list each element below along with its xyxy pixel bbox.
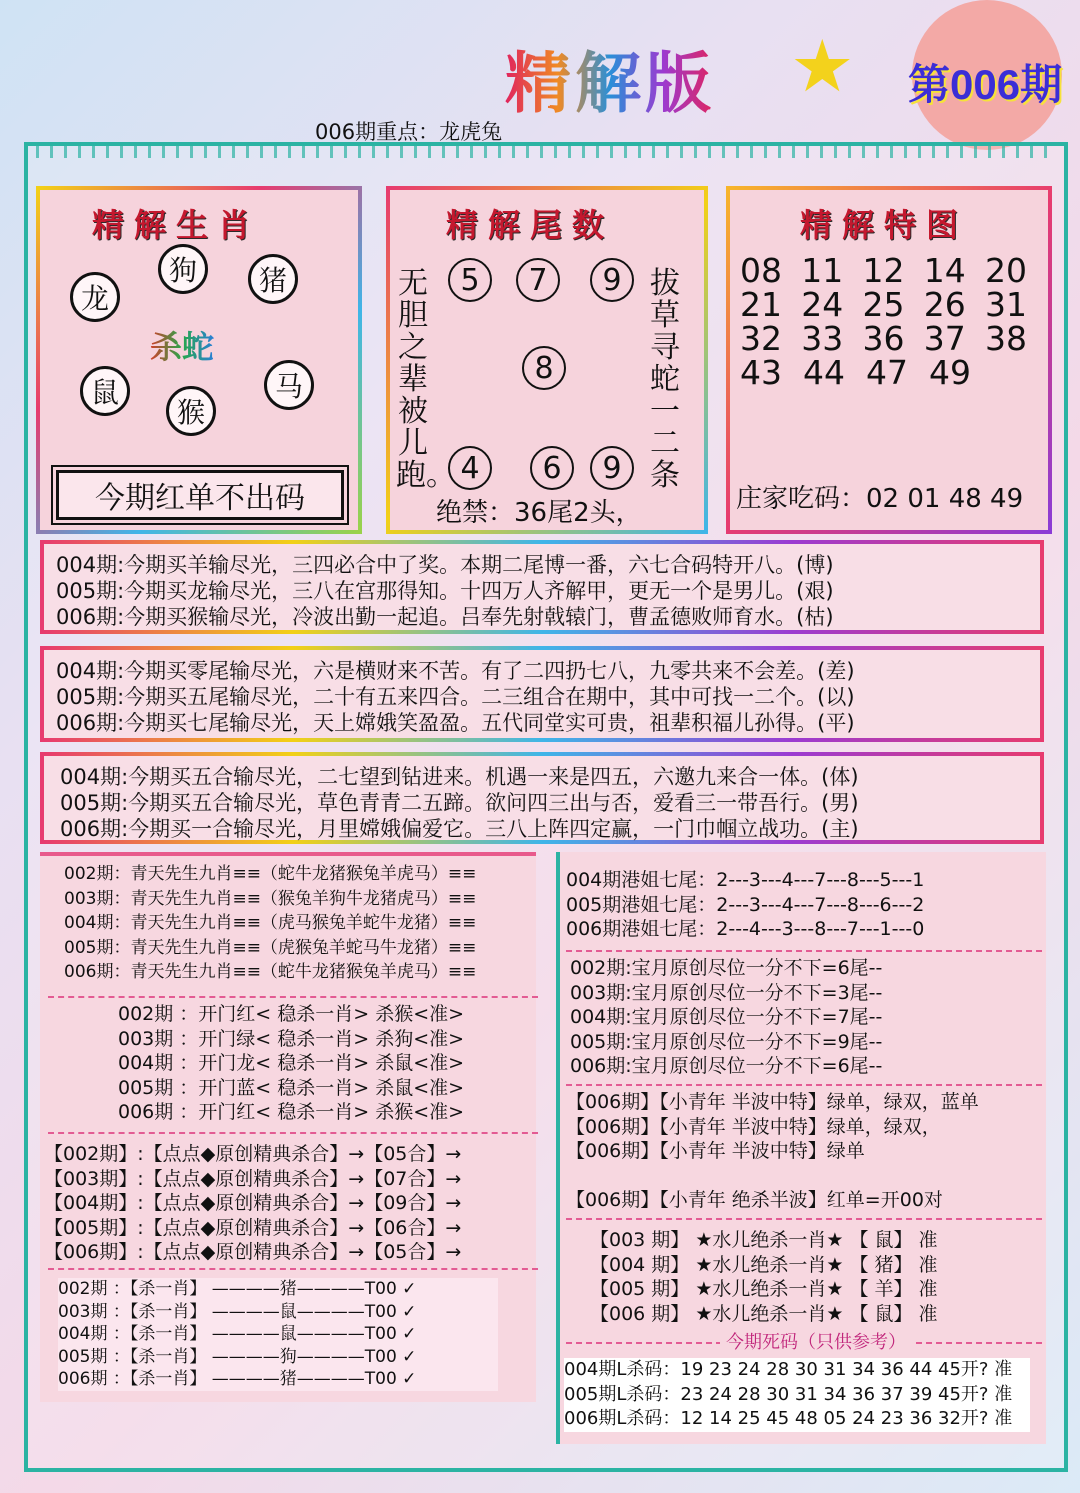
list-item: 005期:宝月原创尽位一分不下=9尾-- (570, 1030, 883, 1053)
list-item: 006期L杀码：12 14 25 45 48 05 24 23 36 32开? 准 (564, 1408, 1013, 1429)
list-item: 【006期】【小青年 半波中特】绿单 (566, 1140, 865, 1162)
number-cell: 20 (985, 251, 1027, 290)
list-item: 【003 期】 ★水儿绝杀一肖★ 【 鼠】 准 (590, 1229, 938, 1251)
list-item: 004期:宝月原创尽位一分不下=7尾-- (570, 1006, 883, 1028)
dead-code-title: 今期死码（只供参考） (720, 1328, 912, 1354)
tail-number: 9 (590, 258, 634, 302)
tail-number: 9 (590, 446, 634, 490)
tail-number: 7 (516, 258, 560, 302)
list-item: 【006期】:【点点◆原创精典杀合】→【05合】→ (44, 1241, 462, 1263)
list-item: 003期：青天先生九肖≡≡（猴兔羊狗牛龙猪虎马）≡≡ (64, 888, 477, 909)
tail-forbid: 绝禁：36尾2头， (436, 498, 642, 528)
list-item: 002期 ：【杀一肖】 ————猪————T00 ✓ (58, 1279, 417, 1299)
list-item: 006期 ：开门红< 稳杀一肖> 杀猴<准> (118, 1101, 465, 1123)
list-item: 002期:宝月原创尽位一分不下=6尾-- (570, 957, 883, 979)
list-item: 【006期】【小青年 半波中特】绿单，绿双， (566, 1115, 941, 1138)
number-cell: 21 (740, 285, 782, 324)
list-item: 【006期】【小青年 半波中特】绿单，绿双，蓝单 (566, 1091, 979, 1113)
tail-panel (386, 186, 708, 534)
special-panel-title: 精解特图 (800, 206, 969, 244)
number-cell: 12 (862, 251, 905, 290)
list-item: 【006 期】 ★水儿绝杀一肖★ 【 鼠】 准 (590, 1302, 938, 1325)
wavy-border (30, 146, 1054, 158)
moon-tail-list (570, 956, 882, 1079)
verse-block-3 (40, 752, 1044, 844)
number-cell: 47 (866, 353, 908, 392)
page-title: 精解版 (505, 30, 715, 125)
zodiac-circle: 猴 (166, 386, 216, 436)
wave-kill-line: 【006期】【小青年 绝杀半波】红单=开00对 (566, 1189, 943, 1211)
dot-kill-list (44, 1142, 461, 1265)
list-item: 006期港姐七尾：2---4---3---8---7---1---0 (566, 918, 925, 940)
verse-line: 004期:今期买零尾输尽光，六是横财来不苦。有了二四扔七八，九零共来不会差。(差) (56, 659, 855, 683)
focus-line: 006期重点：龙虎兔 (315, 120, 503, 144)
list-item: 005期 ：开门蓝< 稳杀一肖> 杀鼠<准> (118, 1076, 465, 1099)
number-cell: 36 (862, 319, 905, 358)
number-cell: 44 (803, 353, 845, 392)
left-column (40, 852, 536, 1402)
number-cell: 11 (801, 251, 844, 290)
open-door-list (118, 1002, 464, 1125)
list-item: 【005期】:【点点◆原创精典杀合】→【06合】→ (44, 1216, 462, 1239)
zodiac-circle: 狗 (158, 244, 208, 294)
tail-right-verse: 拔草寻蛇一二条 (650, 266, 680, 493)
zodiac-circle: 猪 (248, 254, 298, 304)
list-item: 006期 ：【杀一肖】 ————猪————T00 ✓ (58, 1369, 417, 1389)
tail-left-verse: 无胆之辈被儿跑。 (396, 266, 456, 493)
number-cell: 38 (985, 319, 1027, 358)
tail-number: 8 (522, 346, 566, 390)
number-row (740, 319, 1040, 358)
number-cell: 43 (740, 353, 782, 392)
list-item: 004期 ：【杀一肖】 ————鼠————T00 ✓ (58, 1324, 417, 1344)
list-item: 【005 期】 ★水儿绝杀一肖★ 【 羊】 准 (590, 1278, 938, 1300)
divider (566, 950, 1042, 952)
verse-block-2 (40, 646, 1044, 742)
half-wave-list (566, 1090, 979, 1164)
kill-zodiac: 杀蛇 (150, 322, 214, 368)
verse-line: 005期:今期买五尾输尽光，二十有五来四合。二三组合在期中，其中可找一二个。(以) (56, 685, 855, 709)
special-number-grid (740, 251, 1040, 392)
nine-zodiac-list (64, 862, 476, 985)
list-item: 002期 ：开门红< 稳杀一肖> 杀猴<准> (118, 1003, 465, 1025)
divider (566, 1084, 1042, 1086)
list-item: 006期：青天先生九肖≡≡（蛇牛龙猪猴兔羊虎马）≡≡ (64, 962, 477, 982)
list-item: 005期L杀码：23 24 28 30 31 34 36 37 39 45开? 准 (564, 1383, 1013, 1405)
list-item: 003期 ：开门绿< 稳杀一肖> 杀狗<准> (118, 1027, 465, 1050)
divider (48, 996, 538, 998)
verse-line: 006期:今期买一合输尽光，月里嫦娥偏爱它。三八上阵四定赢，一门巾帼立战功。(主) (60, 817, 859, 841)
verse-line: 006期:今期买七尾输尽光，天上嫦娥笑盈盈。五代同堂实可贵，祖辈积福儿孙得。(平) (56, 711, 855, 735)
tail-number: 6 (530, 446, 574, 490)
number-cell: 49 (929, 353, 971, 392)
verse-line: 004期:今期买羊输尽光，三四必合中了奖。本期二尾博一番，六七合码特开八。(博) (56, 553, 834, 577)
list-item: 005期港姐七尾：2---3---4---7---8---6---2 (566, 893, 925, 916)
dealer-line: 庄家吃码：02 01 48 49 (736, 484, 1024, 514)
list-item: 【002期】:【点点◆原创精典杀合】→【05合】→ (44, 1143, 462, 1165)
zodiac-circle: 龙 (70, 272, 120, 322)
dead-code-list (564, 1358, 1030, 1432)
list-item: 005期 ：【杀一肖】 ————狗————T00 ✓ (58, 1346, 417, 1367)
kill-one-list (58, 1278, 498, 1391)
zodiac-circle: 马 (264, 360, 314, 410)
number-cell: 37 (923, 319, 966, 358)
verse-line: 004期:今期买五合输尽光，二七望到钻进来。机遇一来是四五，六邀九来合一体。(体) (60, 765, 859, 789)
red-single-note: 今期红单不出码 (56, 470, 344, 520)
number-cell: 14 (923, 251, 966, 290)
seven-tail-list (566, 868, 924, 942)
star-icon: ★ (790, 24, 855, 108)
tail-number: 4 (448, 446, 492, 490)
list-item: 004期港姐七尾：2---3---4---7---8---5---1 (566, 869, 925, 891)
verse-line: 006期:今期买猴输尽光，冷波出勤一起追。吕奉先射戟辕门，曹孟德败师育水。(枯) (56, 605, 834, 629)
list-item: 【004 期】 ★水儿绝杀一肖★ 【 猪】 准 (590, 1253, 938, 1276)
number-row (740, 285, 1040, 324)
list-item: 004期：青天先生九肖≡≡（虎马猴兔羊蛇牛龙猪）≡≡ (64, 913, 477, 933)
verse-block-1 (40, 540, 1044, 634)
divider (566, 1218, 1042, 1220)
zodiac-panel-title: 精解生肖 (92, 206, 261, 244)
number-cell: 08 (740, 251, 782, 290)
tail-number: 5 (448, 258, 492, 302)
verse-line: 005期:今期买龙输尽光，三八在宫那得知。十四万人齐解甲，更无一个是男儿。(艰) (56, 579, 834, 603)
number-row (740, 251, 1040, 290)
list-item: 【003期】:【点点◆原创精典杀合】→【07合】→ (44, 1167, 462, 1190)
number-cell: 31 (985, 285, 1027, 324)
list-item: 004期L杀码：19 23 24 28 30 31 34 36 44 45开? 准 (564, 1359, 1013, 1380)
zodiac-circle: 鼠 (80, 366, 130, 416)
issue-badge: 第006期 (908, 61, 1063, 108)
right-column (556, 852, 1046, 1444)
number-cell: 25 (862, 285, 905, 324)
water-kill-list (590, 1228, 938, 1326)
number-cell: 33 (801, 319, 844, 358)
number-cell: 32 (740, 319, 782, 358)
tail-panel-title: 精解尾数 (446, 206, 615, 244)
list-item: 【004期】:【点点◆原创精典杀合】→【09合】→ (44, 1192, 462, 1214)
list-item: 005期：青天先生九肖≡≡（虎猴兔羊蛇马牛龙猪）≡≡ (64, 937, 477, 958)
number-cell: 26 (923, 285, 966, 324)
number-row (740, 353, 1040, 392)
divider (48, 1132, 538, 1134)
number-cell: 24 (801, 285, 844, 324)
list-item: 003期 ：【杀一肖】 ————鼠————T00 ✓ (58, 1301, 417, 1322)
list-item: 006期:宝月原创尽位一分不下=6尾-- (570, 1055, 883, 1077)
list-item: 003期:宝月原创尽位一分不下=3尾-- (570, 981, 883, 1004)
divider (48, 1268, 538, 1270)
list-item: 002期：青天先生九肖≡≡（蛇牛龙猪猴兔羊虎马）≡≡ (64, 864, 477, 884)
verse-line: 005期:今期买五合输尽光，草色青青二五蹄。欲问四三出与否，爱看三一带吾行。(男) (60, 791, 859, 815)
list-item: 004期 ：开门龙< 稳杀一肖> 杀鼠<准> (118, 1052, 465, 1074)
